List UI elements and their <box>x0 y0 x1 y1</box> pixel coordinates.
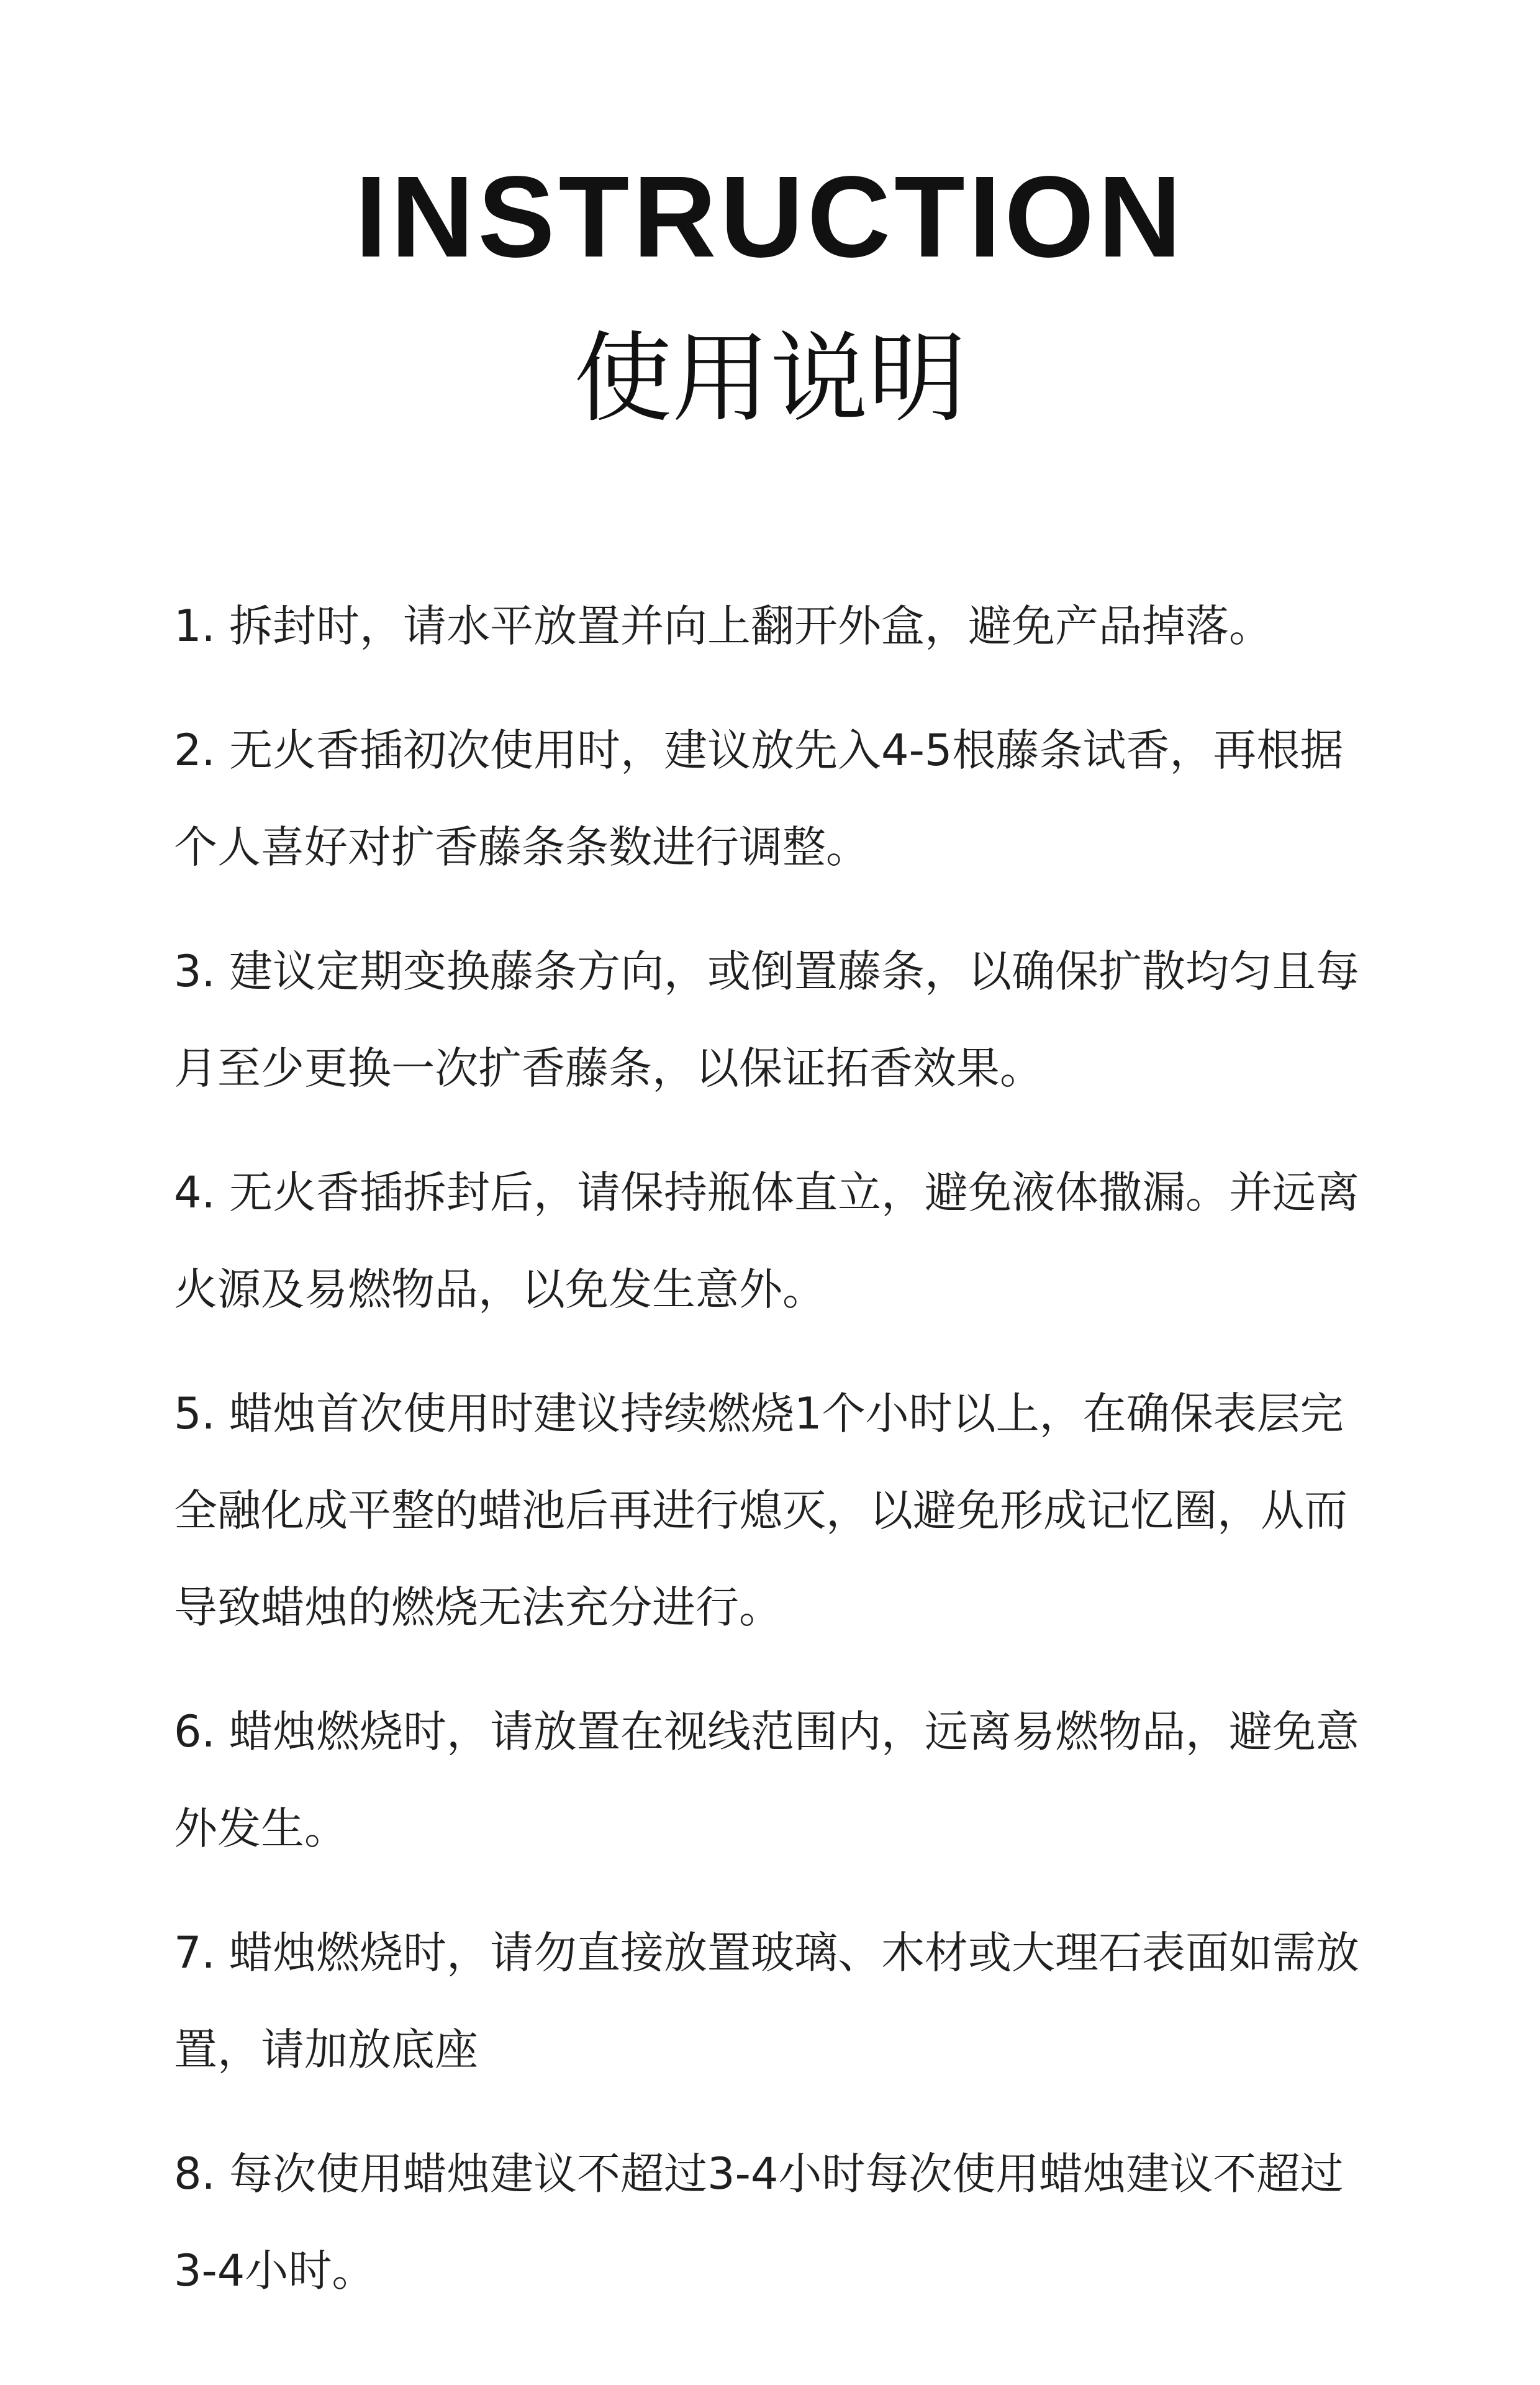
instruction-item: 1. 拆封时，请水平放置并向上翻开外盒，避免产品掉落。 <box>174 601 1273 652</box>
instruction-list <box>174 578 1366 2346</box>
instruction-item: 4. 无火香插拆封后，请保持瓶体直立，避免液体撒漏。并远离火源及易燃物品，以免发生意外。 <box>174 1167 1360 1315</box>
instruction-item: 2. 无火香插初次使用时，建议放先入4-5根藤条试香，再根据个人喜好对扩香藤条条数进行调整。 <box>174 725 1344 873</box>
instruction-item: 8. 每次使用蜡烛建议不超过3-4小时每次使用蜡烛建议不超过3-4小时。 <box>174 2148 1344 2296</box>
page-title-chinese: 使用说明 <box>574 322 966 436</box>
instruction-item: 7. 蜡烛燃烧时，请勿直接放置玻璃、木材或大理石表面如需放置，请加放底座 <box>174 1927 1360 2075</box>
instruction-item: 3. 建议定期变换藤条方向，或倒置藤条，以确保扩散均匀且每月至少更换一次扩香藤条，以保证拓香效果。 <box>174 946 1360 1094</box>
instruction-item: 5. 蜡烛首次使用时建议持续燃烧1个小时以上，在确保表层完全融化成平整的蜡池后再进行熄灭，以避免形成记忆圈，从而导致蜡烛的燃烧无法充分进行。 <box>174 1388 1348 1633</box>
instruction-item: 6. 蜡烛燃烧时，请放置在视线范围内，远离易燃物品，避免意外发生。 <box>174 1706 1360 1854</box>
page-title-english: INSTRUCTION <box>355 153 1185 281</box>
